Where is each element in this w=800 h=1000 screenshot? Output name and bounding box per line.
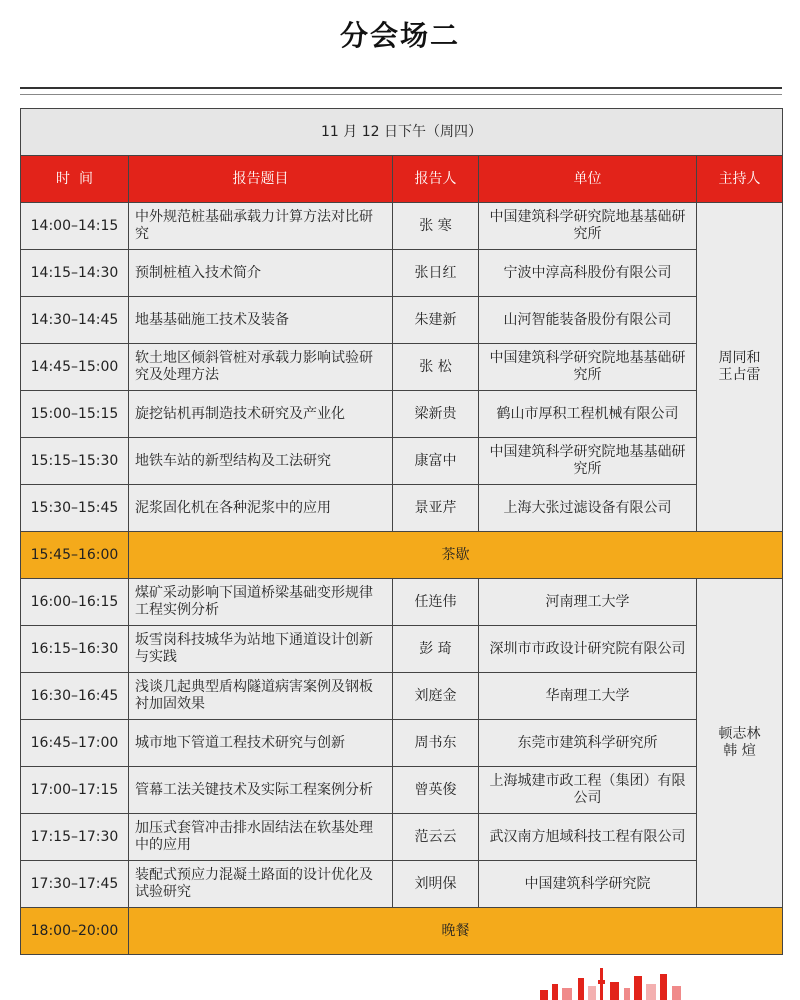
title-divider-thin (20, 94, 782, 95)
time-cell: 17:00–17:15 (21, 767, 129, 814)
topic-cell: 软土地区倾斜管桩对承载力影响试验研究及处理方法 (129, 344, 393, 391)
table-row (21, 203, 783, 250)
topic-cell: 泥浆固化机在各种泥浆中的应用 (129, 485, 393, 532)
time-cell: 15:30–15:45 (21, 485, 129, 532)
speaker-cell: 张 松 (393, 344, 479, 391)
speaker-cell: 周书东 (393, 720, 479, 767)
break-time: 18:00–20:00 (21, 908, 129, 955)
speaker-cell: 刘明保 (393, 861, 479, 908)
table-row (21, 250, 783, 297)
speaker-cell: 曾英俊 (393, 767, 479, 814)
table-row (21, 485, 783, 532)
topic-cell: 装配式预应力混凝土路面的设计优化及试验研究 (129, 861, 393, 908)
org-cell: 鹤山市厚积工程机械有限公司 (479, 391, 697, 438)
table-row (21, 344, 783, 391)
col-header-host: 主持人 (697, 156, 783, 203)
col-header-time: 时 间 (21, 156, 129, 203)
speaker-cell: 康富中 (393, 438, 479, 485)
dinner-row (21, 908, 783, 955)
topic-cell: 管幕工法关键技术及实际工程案例分析 (129, 767, 393, 814)
date-line: 11 月 12 日下午（周四） (21, 109, 783, 156)
col-header-speaker: 报告人 (393, 156, 479, 203)
speaker-cell: 张日红 (393, 250, 479, 297)
org-cell: 中国建筑科学研究院 (479, 861, 697, 908)
topic-cell: 加压式套管冲击排水固结法在软基处理中的应用 (129, 814, 393, 861)
org-cell: 武汉南方旭域科技工程有限公司 (479, 814, 697, 861)
table-row (21, 861, 783, 908)
topic-cell: 旋挖钻机再制造技术研究及产业化 (129, 391, 393, 438)
org-cell: 中国建筑科学研究院地基基础研究所 (479, 203, 697, 250)
table-row (21, 391, 783, 438)
city-skyline-icon (520, 966, 800, 1000)
org-cell: 华南理工大学 (479, 673, 697, 720)
time-cell: 16:15–16:30 (21, 626, 129, 673)
org-cell: 深圳市市政设计研究院有限公司 (479, 626, 697, 673)
speaker-cell: 刘庭金 (393, 673, 479, 720)
page-title: 分会场二 (339, 19, 460, 52)
speaker-cell: 梁新贵 (393, 391, 479, 438)
topic-cell: 坂雪岗科技城华为站地下通道设计创新与实践 (129, 626, 393, 673)
topic-cell: 地铁车站的新型结构及工法研究 (129, 438, 393, 485)
time-cell: 17:30–17:45 (21, 861, 129, 908)
tea-break-row (21, 532, 783, 579)
table-row (21, 673, 783, 720)
col-header-topic: 报告题目 (129, 156, 393, 203)
table-row (21, 767, 783, 814)
topic-cell: 浅谈几起典型盾构隧道病害案例及钢板衬加固效果 (129, 673, 393, 720)
table-row (21, 720, 783, 767)
speaker-cell: 范云云 (393, 814, 479, 861)
org-cell: 河南理工大学 (479, 579, 697, 626)
org-cell: 山河智能装备股份有限公司 (479, 297, 697, 344)
topic-cell: 预制桩植入技术简介 (129, 250, 393, 297)
topic-cell: 煤矿采动影响下国道桥梁基础变形规律工程实例分析 (129, 579, 393, 626)
time-cell: 16:00–16:15 (21, 579, 129, 626)
time-cell: 14:45–15:00 (21, 344, 129, 391)
time-cell: 17:15–17:30 (21, 814, 129, 861)
org-cell: 中国建筑科学研究院地基基础研究所 (479, 344, 697, 391)
speaker-cell: 彭 琦 (393, 626, 479, 673)
col-header-org: 单位 (479, 156, 697, 203)
topic-cell: 地基基础施工技术及装备 (129, 297, 393, 344)
title-divider (20, 87, 782, 89)
time-cell: 14:30–14:45 (21, 297, 129, 344)
host-cell: 周同和 王占雷 (697, 203, 783, 532)
speaker-cell: 景亚芹 (393, 485, 479, 532)
time-cell: 14:15–14:30 (21, 250, 129, 297)
table-row (21, 297, 783, 344)
org-cell: 上海大张过滤设备有限公司 (479, 485, 697, 532)
time-cell: 14:00–14:15 (21, 203, 129, 250)
time-cell: 16:30–16:45 (21, 673, 129, 720)
break-time: 15:45–16:00 (21, 532, 129, 579)
speaker-cell: 张 寒 (393, 203, 479, 250)
speaker-cell: 朱建新 (393, 297, 479, 344)
table-row (21, 438, 783, 485)
schedule-table (20, 108, 783, 955)
time-cell: 15:15–15:30 (21, 438, 129, 485)
topic-cell: 城市地下管道工程技术研究与创新 (129, 720, 393, 767)
topic-cell: 中外规范桩基础承载力计算方法对比研究 (129, 203, 393, 250)
host-cell: 顿志林 韩 煊 (697, 579, 783, 908)
org-cell: 东莞市建筑科学研究所 (479, 720, 697, 767)
date-row (21, 109, 783, 156)
org-cell: 宁波中淳高科股份有限公司 (479, 250, 697, 297)
header-row (21, 156, 783, 203)
break-label: 晚餐 (129, 908, 783, 955)
org-cell: 上海城建市政工程（集团）有限公司 (479, 767, 697, 814)
break-label: 茶歇 (129, 532, 783, 579)
org-cell: 中国建筑科学研究院地基基础研究所 (479, 438, 697, 485)
time-cell: 15:00–15:15 (21, 391, 129, 438)
table-row (21, 626, 783, 673)
table-row (21, 579, 783, 626)
time-cell: 16:45–17:00 (21, 720, 129, 767)
speaker-cell: 任连伟 (393, 579, 479, 626)
table-row (21, 814, 783, 861)
